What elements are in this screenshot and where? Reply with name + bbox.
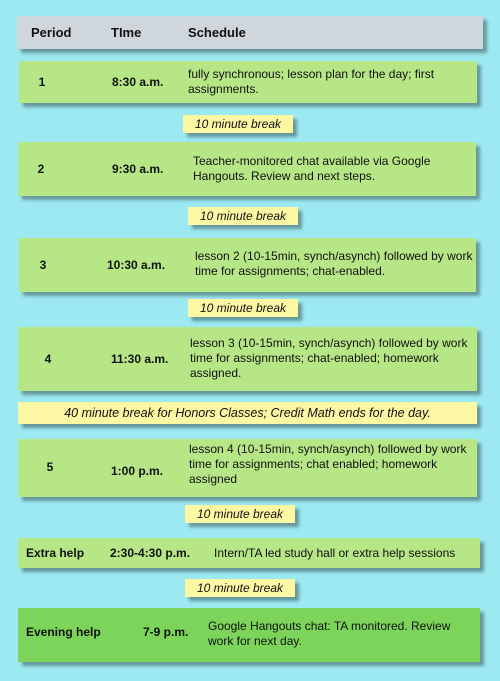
schedule-text: Teacher-monitored chat available via Google Hangouts. Review and next steps. [193,154,431,183]
schedule-text: lesson 4 (10-15min, synch/asynch) followed by work time for assignments; chat enabled; homework assigned [189,442,467,486]
schedule-text: fully synchronous; lesson plan for the day; first assignments. [188,67,435,96]
schedule-row-period-3 [19,238,476,292]
schedule-row-period-1 [19,61,477,103]
time-label: 2:30-4:30 p.m. [110,546,191,560]
time-label: 7-9 p.m. [143,625,189,639]
time-label: 10:30 a.m. [107,258,166,272]
period-column-header: Period [31,25,72,40]
period-label: 5 [46,460,54,474]
period-label: Extra help [26,546,85,560]
schedule-row-period-5 [18,439,477,497]
schedule-text: Google Hangouts chat: TA monitored. Review work for next day. [208,619,451,648]
period-label: 1 [38,75,46,89]
period-label: 2 [37,162,45,176]
period-label: 3 [39,258,47,272]
time-column-header: TIme [111,25,142,40]
schedule-row-period-4 [18,327,477,391]
schedule-text: lesson 2 (10-15min, synch/asynch) followed by work time for assignments; chat-enabled. [195,249,473,278]
period-label: Evening help [26,625,101,639]
table-header [17,16,483,49]
honors-break-note: 40 minute break for Honors Classes; Credit Math ends for the day. [18,402,477,424]
schedule-row-evening-help [18,608,480,662]
break-label: 10 minute break [188,299,298,317]
period-label: 4 [44,352,52,366]
break-label: 10 minute break [188,207,298,225]
break-label: 10 minute break [185,579,295,597]
time-label: 8:30 a.m. [112,75,164,89]
break-label: 10 minute break [185,505,295,523]
break-label: 10 minute break [183,115,293,133]
time-label: 1:00 p.m. [111,464,164,478]
schedule-text: lesson 3 (10-15min, synch/asynch) followed by work time for assignments; chat-enabled; homework assigned. [190,336,468,380]
time-label: 9:30 a.m. [112,162,164,176]
time-label: 11:30 a.m. [111,352,169,366]
schedule-row-period-2 [18,142,476,196]
schedule-column-header: Schedule [188,25,246,40]
schedule-text: Intern/TA led study hall or extra help sessions [214,546,456,560]
schedule-row-extra-help [18,538,480,568]
